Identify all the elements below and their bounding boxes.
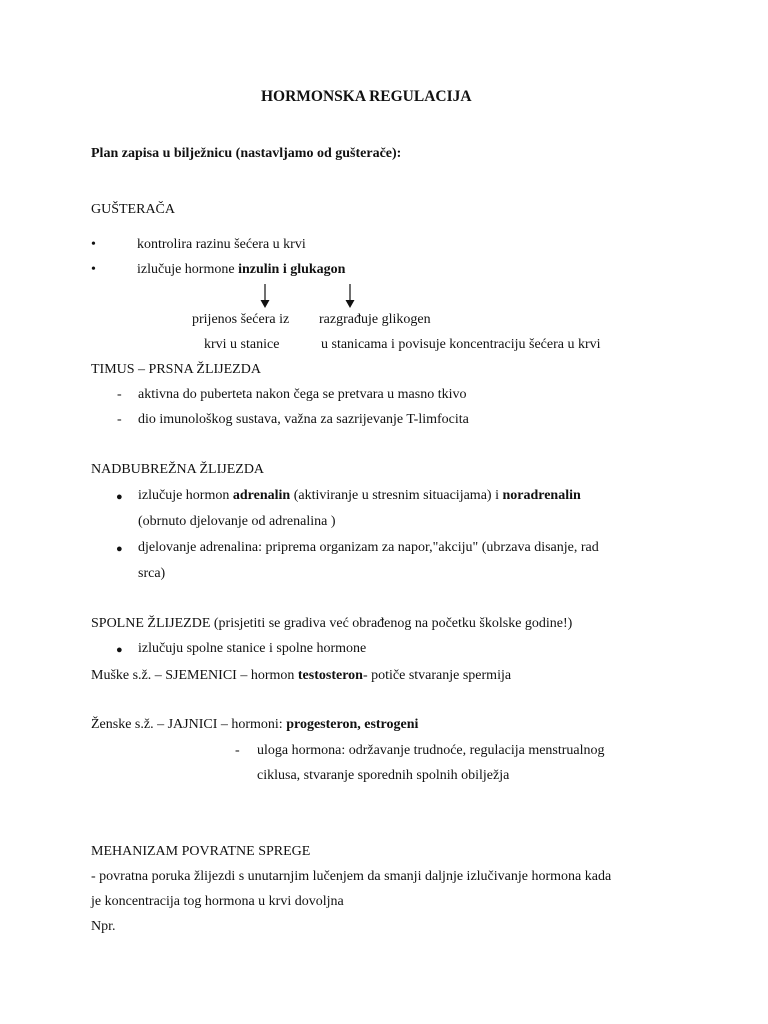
arrow-down-icon bbox=[344, 284, 356, 310]
bullet-icon: ● bbox=[116, 644, 123, 656]
dash-marker: - bbox=[117, 412, 122, 427]
insulin-glucagon-label: inzulin i glukagon bbox=[238, 262, 346, 277]
bullet-icon: • bbox=[91, 237, 96, 252]
plan-line: Plan zapisa u bilježnicu (nastavljamo od gušterače): bbox=[91, 146, 402, 161]
male-glands-pre: Muške s.ž. – SJEMENICI – hormon bbox=[91, 668, 298, 683]
adrenal-bullet-1-pre: izlučuje hormon bbox=[138, 488, 233, 503]
bullet-icon: • bbox=[91, 262, 96, 277]
arrow-down-icon bbox=[259, 284, 271, 310]
pancreas-bullet-2 bbox=[137, 261, 345, 279]
dash-marker: - bbox=[235, 743, 240, 758]
glucagon-desc-line-1: razgrađuje glikogen bbox=[319, 312, 431, 327]
adrenal-bullet-1-cont: (obrnuto djelovanje od adrenalina ) bbox=[138, 514, 336, 529]
pancreas-bullet-1: kontrolira razinu šećera u krvi bbox=[137, 237, 306, 252]
sex-glands-heading bbox=[91, 615, 572, 633]
adrenal-bullet-2-line-2: srca) bbox=[138, 566, 166, 581]
feedback-line-1: - povratna poruka žlijezdi s unutarnjim lučenjem da smanji daljnje izlučivanje hormona kada bbox=[91, 869, 612, 884]
page-title: HORMONSKA REGULACIJA bbox=[261, 88, 472, 105]
glucagon-desc-line-2: u stanicama i povisuje koncentraciju šećera u krvi bbox=[321, 337, 601, 352]
female-hormone-role-line-1: uloga hormona: održavanje trudnoće, regulacija menstrualnog bbox=[257, 743, 605, 758]
sex-glands-bullet-1: izlučuju spolne stanice i spolne hormone bbox=[138, 641, 367, 656]
bullet-icon: ● bbox=[116, 491, 123, 503]
sex-glands-heading-note: (prisjetiti se gradiva već obrađenog na početku školske godine!) bbox=[210, 616, 573, 631]
noradrenalin-label: noradrenalin bbox=[502, 488, 581, 503]
female-hormone-role-line-2: ciklusa, stvaranje sporednih spolnih obilježja bbox=[257, 768, 510, 783]
female-hormones-label: progesteron, estrogeni bbox=[286, 717, 419, 732]
dash-marker: - bbox=[117, 387, 122, 402]
testosteron-label: testosteron bbox=[297, 668, 363, 683]
insulin-desc-line-2: krvi u stanice bbox=[204, 337, 280, 352]
female-glands-pre: Ženske s.ž. – JAJNICI – hormoni: bbox=[91, 717, 287, 732]
male-glands-post: - potiče stvaranje spermija bbox=[362, 668, 512, 683]
thymus-heading: TIMUS – PRSNA ŽLIJEZDA bbox=[91, 362, 261, 377]
female-glands-line bbox=[91, 716, 418, 734]
adrenal-bullet-2-line-1: djelovanje adrenalina: priprema organizam za napor,"akciju" (ubrzava disanje, rad bbox=[138, 540, 599, 555]
adrenalin-label: adrenalin bbox=[232, 488, 291, 503]
adrenal-bullet-1-mid: (aktiviranje u stresnim situacijama) i bbox=[290, 488, 503, 503]
feedback-line-2: je koncentracija tog hormona u krvi dovoljna bbox=[91, 894, 344, 909]
insulin-desc-line-1: prijenos šećera iz bbox=[192, 312, 290, 327]
adrenal-heading: NADBUBREŽNA ŽLIJEZDA bbox=[91, 462, 265, 477]
sex-glands-heading-text: SPOLNE ŽLIJEZDE bbox=[91, 616, 211, 631]
bullet-icon: ● bbox=[116, 543, 123, 555]
feedback-heading: MEHANIZAM POVRATNE SPREGE bbox=[91, 844, 311, 859]
pancreas-bullet-2-text: izlučuje hormone bbox=[137, 262, 239, 277]
male-glands-line bbox=[91, 667, 511, 685]
example-label: Npr. bbox=[91, 919, 116, 934]
adrenal-bullet-1 bbox=[138, 487, 581, 505]
thymus-item-2: dio imunološkog sustava, važna za sazrijevanje T-limfocita bbox=[138, 412, 469, 427]
pancreas-heading: GUŠTERAČA bbox=[91, 202, 176, 217]
thymus-item-1: aktivna do puberteta nakon čega se pretvara u masno tkivo bbox=[138, 387, 467, 402]
